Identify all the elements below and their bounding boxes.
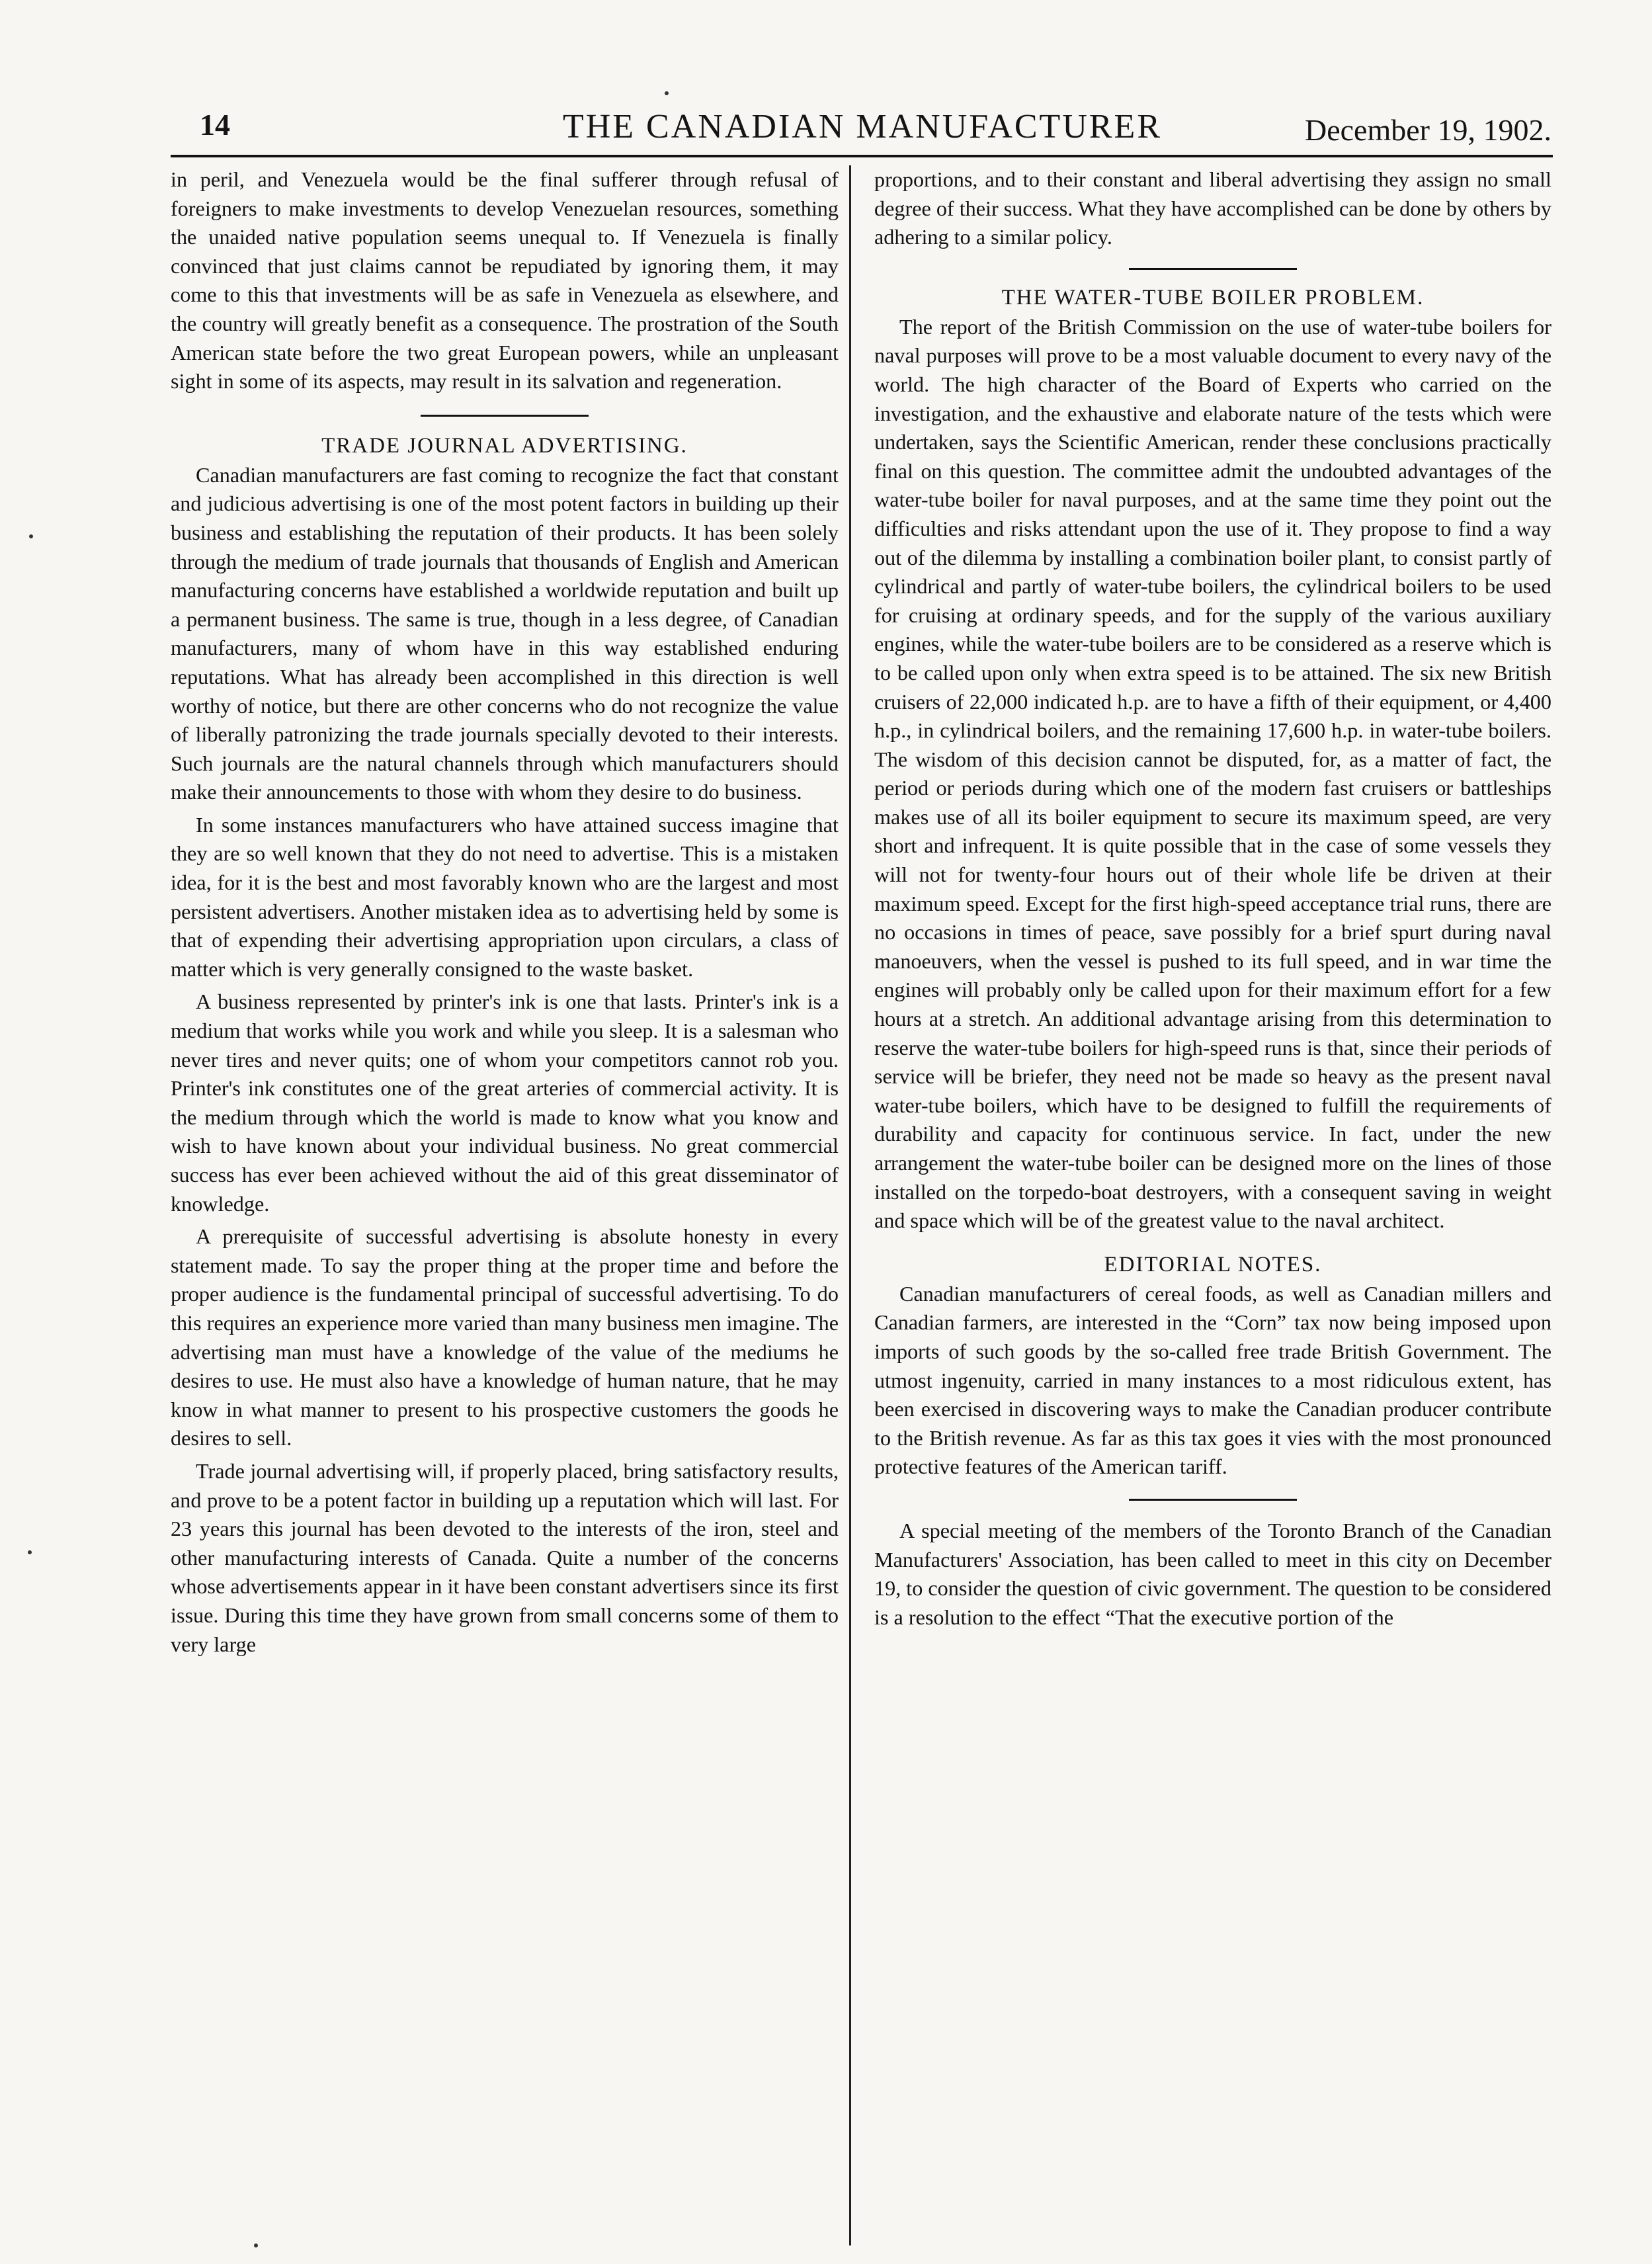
- publication-title: THE CANADIAN MANUFACTURER: [562, 108, 1163, 146]
- print-speck: [665, 91, 669, 95]
- print-speck: [254, 2243, 258, 2247]
- article-paragraph: A prerequisite of successful advertising is absolute honesty in every statement made. To say the proper thing at the proper time and before the proper audience is the fundamental principal of successful advertising. To do this requires an experience more varied than many business men imagine. The advertising man must have a knowledge of the value of the mediums he desires to use. He must also have a knowledge of human nature, that he may know in what manner to present to his prospective customers the goods he desires to sell.: [171, 1224, 839, 1450]
- issue-date: December 19, 1902.: [1305, 113, 1551, 147]
- article-paragraph: In some instances manufacturers who have attained success imagine that they are so well known that they do not need to advertise. This is a mistaken idea, for it is the best and most favorably known who are the largest and most persistent advertisers. Another mistaken idea as to advertising held by some is that of expending their advertising appropriation upon circulars, a class of matter which is very generally consigned to the waste basket.: [171, 812, 839, 981]
- boiler-paragraph: The report of the British Commission on the use of water-tube boilers for naval purposes will prove to be a most valuable document to every navy of the world. The high character of the Board of Experts who carried on the investigation, and the exhaustive and elaborate nature of the tests which were undertaken, says the Scientific American, render these conclusions practically final on this question. The committee admit the undoubted advantages of the water-tube boiler for naval purposes, and at the same time they point out the difficulties and risks attendant upon the use of it. They propose to find a way out of the dilemma by installing a combination boiler plant, to consist partly of cylindrical and partly of water-tube boilers, the cylindrical boilers to be used for cruising at ordinary speeds, and for the supply of the various auxiliary engines, while the water-tube boilers are to be considered as a reserve which is to be called upon only when extra speed is to be attained. The six new British cruisers of 22,000 indicated h.p. are to have a fifth of their equipment, or 4,400 h.p., in cylindrical boilers, and the remaining 17,600 h.p. in water-tube boilers. The wisdom of this decision cannot be disputed, for, as a matter of fact, the period or periods during which one of the modern fast cruisers or battleships makes use of all its boiler equipment to secure its maximum speed, are very short and infrequent. It is quite possible that in the case of some vessels they will not for twenty-four hours out of their whole life be driven at their maximum speed. Except for the first high-speed acceptance trial runs, there are no occasions in times of peace, save possibly for a brief spurt during naval manoeuvers, when the vessel is pushed to its full speed, and in war time the engines will probably only be called upon for their maximum effort for a few hours at a stretch. An additional advantage arising from this determination to reserve the water-tube boilers for high-speed runs is that, since their periods of service will be briefer, they need not be made so heavy as the present naval water-tube boilers, which have to be designed to fulfill the requirements of durability and capacity for continuous service. In fact, under the new arrangement the water-tube boiler can be designed more on the lines of those installed on the torpedo-boat destroyers, with a consequent saving in weight and space which will be of the greatest value to the naval architect.: [874, 314, 1551, 1233]
- boiler-heading: THE WATER-TUBE BOILER PROBLEM.: [1001, 285, 1425, 310]
- venezuela-paragraph: in peril, and Venezuela would be the final sufferer through refusal of foreigners to make investments to develop Venezuelan resources, something the unaided native population seems unequal to. If Venezuela is finally convinced that just claims cannot be repudiated by ignoring them, it may come to this that investments will be as safe in Venezuela as elsewhere, and the country will greatly benefit as a consequence. The prostration of the South American state before the two great European powers, while an unpleasant sight in some of its aspects, may result in its salvation and regeneration.: [171, 167, 839, 394]
- print-speck: [29, 534, 33, 538]
- editorial-heading: EDITORIAL NOTES.: [1104, 1252, 1322, 1277]
- article-paragraph: Canadian manufacturers are fast coming to recognize the fact that constant and judicious advertising is one of the most potent factors in building up their business and establishing the reputation of their products. It has been solely through the medium of trade journals that thousands of English and American manufacturing concerns have established a worldwide reputation and built up a permanent business. The same is true, though in a less degree, of Canadian manufacturers, many of whom have in this way established enduring reputations. What has already been accomplished in this direction is well worthy of notice, but there are other concerns who do not recognize the value of liberally patronizing the trade journals specially devoted to their interests. Such journals are the natural channels through which manufacturers should make their announcements to those with whom they desire to do business.: [171, 462, 839, 804]
- article-paragraph: Trade journal advertising will, if properly placed, bring satisfactory results, and prove to be a potent factor in building up a reputation which will last. For 23 years this journal has been devoted to the interests of the iron, steel and other manufacturing interests of Canada. Quite a number of the concerns whose advertisements appear in it have been constant advertisers since its first issue. During this time they have grown from small concerns some of them to very large: [171, 1458, 839, 1656]
- trade-journal-heading: TRADE JOURNAL ADVERTISING.: [321, 433, 688, 458]
- left-column: [171, 165, 839, 1663]
- print-speck: [28, 1550, 32, 1554]
- right-column: [874, 165, 1551, 1636]
- column-divider: [849, 165, 851, 2245]
- editorial-paragraph: Canadian manufacturers of cereal foods, as well as Canadian millers and Canadian farmers, are interested in the “Corn” tax now being imposed upon imports of such goods by the so-called free trade British Government. The utmost ingenuity, carried in many instances to a most ridiculous extent, has been exercised in discovering ways to make the Canadian producer contribute to the British revenue. As far as this tax goes it vies with the most pronounced protective features of the American tariff.: [874, 1281, 1551, 1479]
- meeting-paragraph: A special meeting of the members of the Toronto Branch of the Canadian Manufacturers' Association, has been called to meet in this city on December 19, to consider the question of civic government. The question to be considered is a resolution to the effect “That the executive portion of the: [874, 1518, 1551, 1629]
- article-paragraph: A business represented by printer's ink is one that lasts. Printer's ink is a medium that works while you work and while you sleep. It is a salesman who never tires and never quits; one of whom your competitors cannot rob you. Printer's ink constitutes one of the great arteries of commercial activity. It is the medium through which the world is made to know what you know and wish to have known about your individual business. No great commercial success has ever been achieved without the aid of this great disseminator of knowledge.: [171, 989, 839, 1216]
- header-rule: [171, 155, 1553, 157]
- page-number: 14: [200, 108, 230, 142]
- page-header: [173, 107, 1551, 153]
- continuation-paragraph: proportions, and to their constant and liberal advertising they assign no small degree of their success. What they have accomplished can be done by others by adhering to a similar policy.: [874, 167, 1551, 249]
